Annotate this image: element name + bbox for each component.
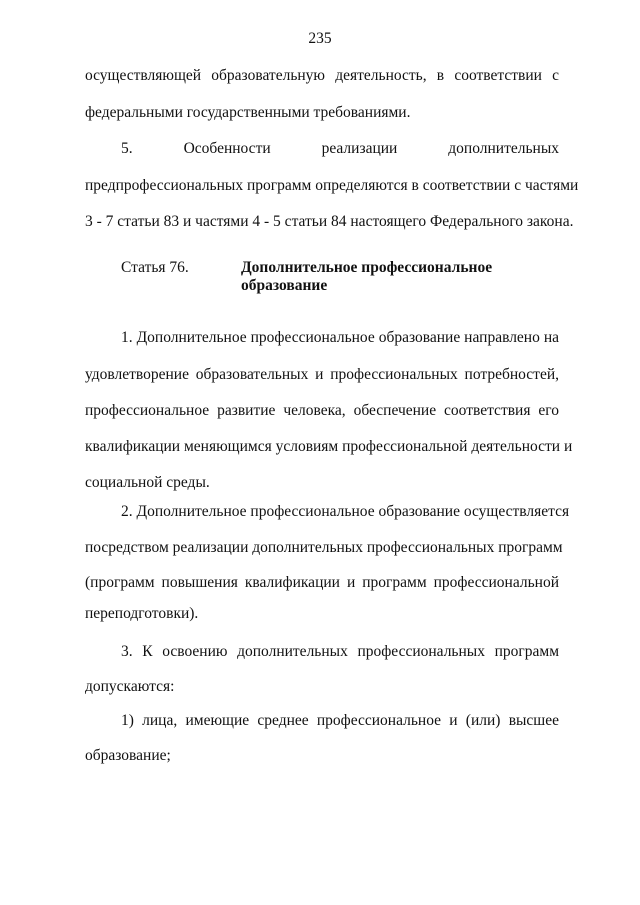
text-line: социальной среды.	[85, 474, 210, 491]
text-line: федеральными государственными требованиями.	[85, 104, 411, 121]
text-line: 5. Особенности реализации дополнительных	[121, 140, 559, 157]
text-line: 2. Дополнительное профессиональное образование осуществляется	[121, 503, 570, 520]
text-line: квалификации меняющимся условиям профессиональной деятельности и	[85, 438, 573, 455]
text-line: допускаются:	[85, 678, 175, 695]
text-line: 1) лица, имеющие среднее профессиональное и (или) высшее	[121, 712, 559, 729]
text-line: 1. Дополнительное профессиональное образование направлено на	[121, 329, 559, 346]
text-line: 3 - 7 статьи 83 и частями 4 - 5 статьи 84 настоящего Федерального закона.	[85, 213, 574, 230]
text-line: посредством реализации дополнительных профессиональных программ	[85, 539, 563, 556]
article-title: Дополнительное профессиональное	[241, 259, 493, 276]
text-line: образование;	[85, 747, 171, 764]
text-line: 3. К освоению дополнительных профессиональных программ	[121, 643, 559, 660]
text-line: удовлетворение образовательных и профессиональных потребностей,	[85, 366, 559, 383]
text-line: профессиональное развитие человека, обеспечение соответствия его	[85, 402, 559, 419]
text-line: (программ повышения квалификации и программ профессиональной	[85, 574, 559, 591]
article-label: Статья 76.	[121, 259, 189, 276]
text-line: переподготовки).	[85, 605, 199, 622]
text-line: осуществляющей образовательную деятельность, в соответствии с	[85, 67, 559, 84]
page-number: 235	[308, 30, 332, 47]
text-line: предпрофессиональных программ определяются в соответствии с частями	[85, 177, 579, 194]
article-title: образование	[241, 277, 328, 294]
